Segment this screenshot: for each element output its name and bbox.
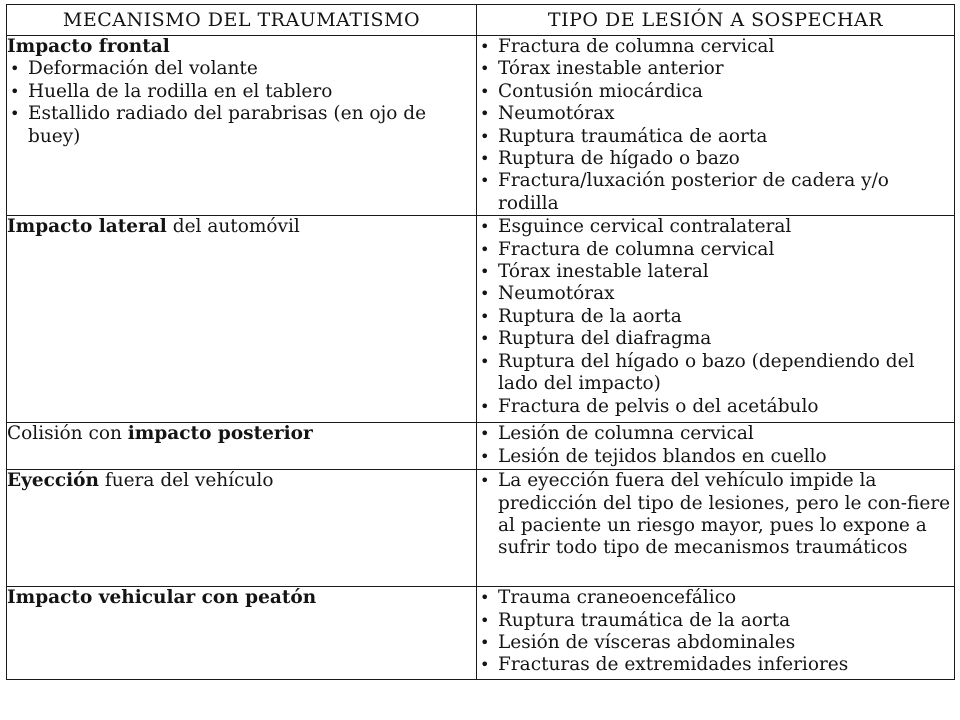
injury-list	[477, 36, 954, 215]
injury-list	[477, 470, 954, 560]
mechanism-title	[7, 470, 476, 492]
document-page	[4, 4, 956, 715]
mechanism-cell	[7, 423, 477, 470]
list-item: • Estallido radiado del parabrisas (en ojo de buey)	[7, 103, 476, 148]
mechanism-cell	[7, 587, 477, 680]
table-row	[7, 587, 955, 680]
table-header-row	[7, 5, 955, 36]
list-item: • Huella de la rodilla en el tablero	[7, 81, 476, 103]
table-row	[7, 36, 955, 216]
list-item: • Ruptura de hígado o bazo	[477, 148, 954, 170]
mechanism-title-bold: Impacto lateral	[7, 216, 167, 238]
mechanism-sign-list	[7, 58, 476, 148]
list-item: • Neumotórax	[477, 103, 954, 125]
injury-cell	[477, 470, 955, 587]
mechanism-title	[7, 36, 476, 58]
header-injury: TIPO DE LESIÓN A SOSPECHAR	[477, 5, 955, 36]
list-item: • La eyección fuera del vehículo impide la predicción del tipo de lesiones, pero le con-fiere al paciente un riesgo mayor, pues lo expone a sufrir todo tipo de mecanismos traumáticos	[477, 470, 954, 560]
mechanism-title	[7, 587, 476, 609]
list-item: • Tórax inestable anterior	[477, 58, 954, 80]
table-row	[7, 423, 955, 470]
mechanism-title-post: del automóvil	[166, 216, 300, 238]
mechanism-cell	[7, 216, 477, 423]
list-item: • Ruptura de la aorta	[477, 306, 954, 328]
list-item: • Fractura de columna cervical	[477, 239, 954, 261]
mechanism-title-bold: Impacto frontal	[7, 36, 170, 57]
list-item: • Fracturas de extremidades inferiores	[477, 654, 954, 676]
mechanism-title-pre: Colisión con	[7, 423, 128, 445]
list-item: • Lesión de vísceras abdominales	[477, 632, 954, 654]
trauma-mechanism-table	[6, 4, 955, 680]
injury-cell	[477, 36, 955, 216]
injury-list	[477, 423, 954, 468]
list-item: • Neumotórax	[477, 283, 954, 305]
list-item: • Fractura/luxación posterior de cadera y/o rodilla	[477, 170, 954, 215]
list-item: • Tórax inestable lateral	[477, 261, 954, 283]
list-item: • Contusión miocárdica	[477, 81, 954, 103]
injury-list	[477, 587, 954, 677]
list-item: • Ruptura traumática de aorta	[477, 126, 954, 148]
mechanism-cell	[7, 470, 477, 587]
mechanism-cell	[7, 36, 477, 216]
list-item: • Trauma craneoencefálico	[477, 587, 954, 609]
table-row	[7, 470, 955, 587]
mechanism-title	[7, 423, 476, 445]
list-item: • Ruptura del diafragma	[477, 328, 954, 350]
header-mechanism: MECANISMO DEL TRAUMATISMO	[7, 5, 477, 36]
list-item: • Ruptura traumática de la aorta	[477, 610, 954, 632]
list-item: • Fractura de pelvis o del acetábulo	[477, 396, 954, 418]
mechanism-title	[7, 216, 476, 238]
injury-list	[477, 216, 954, 418]
list-item: • Ruptura del hígado o bazo (dependiendo del lado del impacto)	[477, 351, 954, 396]
injury-cell	[477, 216, 955, 423]
mechanism-title-post: fuera del vehículo	[98, 470, 274, 492]
list-item: • Lesión de tejidos blandos en cuello	[477, 446, 954, 468]
mechanism-title-bold: Eyección	[7, 470, 99, 492]
injury-cell	[477, 587, 955, 680]
table-row	[7, 216, 955, 423]
list-item: • Fractura de columna cervical	[477, 36, 954, 58]
list-item: • Esguince cervical contralateral	[477, 216, 954, 238]
injury-cell	[477, 423, 955, 470]
list-item: • Lesión de columna cervical	[477, 423, 954, 445]
mechanism-title-bold: impacto posterior	[127, 423, 313, 445]
list-item: • Deformación del volante	[7, 58, 476, 80]
mechanism-title-bold: Impacto vehicular con peatón	[7, 587, 317, 609]
